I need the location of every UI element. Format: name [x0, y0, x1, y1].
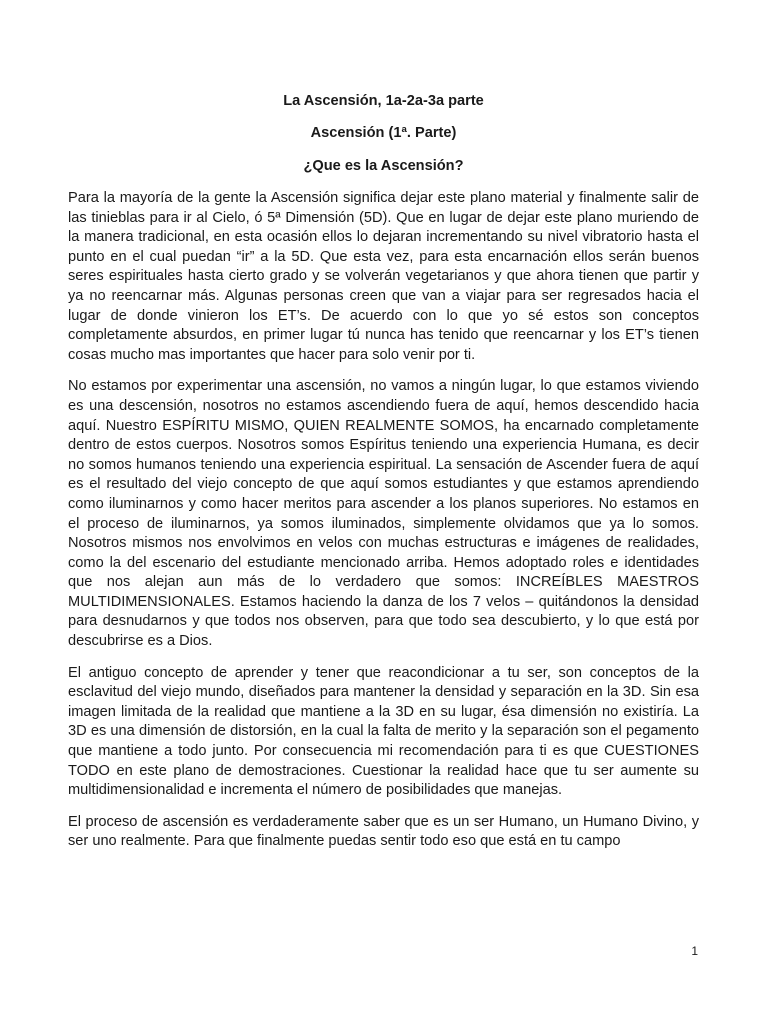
section-question: ¿Que es la Ascensión? [303, 158, 464, 174]
page-number: 1 [691, 944, 698, 958]
document-body [68, 92, 699, 864]
paragraph-2: No estamos por experimentar una ascensión, no vamos a ningún lugar, lo que estamos viviendo es una descensión, nosotros no estamos ascendiendo fuera de aquí, hemos descendido hacia aquí. Nuestro ESPÍRITU MISMO, QUIEN REALMENTE SOMOS, ha encarnado completamente dentro de estos cuerpos. Nosotros somos Espíritus teniendo una experiencia Humana, es decir no somos humanos teniendo una experiencia espiritual. La sensación de Ascender fuera de aquí es el resultado del viejo concepto de que aquí somos estudiantes y que estamos aprendiendo como iluminarnos y como hacer meritos para ascender a los planos superiores. No estamos en el proceso de iluminarnos, ya somos iluminados, simplemente olvidamos que ya lo somos. Nosotros mismos nos envolvimos en velos con muchas estructuras e imágenes de realidades, como la del escenario del estudiante mencionado arriba. Hemos adoptado roles e identidades que nos alejan aun más de lo verdadero que somos: INCREÍBLES MAESTROS MULTIDIMENSIONALES. Estamos haciendo la danza de los 7 velos – quitándonos la densidad para desnudarnos y que todos nos observen, para que todo sea descubierto, y lo que está por descubrirse es a Dios. [68, 378, 699, 650]
document-title: La Ascensión, 1a-2a-3a parte [283, 93, 484, 109]
paragraph-1: Para la mayoría de la gente la Ascensión significa dejar este plano material y finalmente salir de las tinieblas para ir al Cielo, ó 5ª Dimensión (5D). Que en lugar de dejar este plano muriendo de la manera tradicional, en esta ocasión ellos lo dejaran incrementando su nivel vibratorio hasta el punto en el cual puedan “ir” a la 5D. Que esta vez, para esta encarnación ellos serán buenos seres espirituales hasta cierto grado y se volverán vegetarianos y que ahora tienen que partir y ya no reencarnar más. Algunas personas creen que van a viajar para ser regresados hacia el lugar de donde vinieron los ET’s. De acuerdo con lo que yo sé estos son conceptos completamente absurdos, en primer lugar tú nunca has tenido que reencarnar y los ET’s tienen cosas mucho mas importantes que hacer para solo venir por ti. [68, 190, 699, 363]
paragraph-3: El antiguo concepto de aprender y tener que reacondicionar a tu ser, son conceptos de la esclavitud del viejo mundo, diseñados para mantener la densidad y separación en la 3D. Sin esa imagen limitada de la realidad que mantiene a la 3D en su lugar, ésa dimensión no existiría. La 3D es una dimensión de distorsión, en la cual la falta de merito y la separación son el pegamento que mantiene a todo junto. Por consecuencia mi recomendación para ti es que CUESTIONES TODO en este plano de demostraciones. Cuestionar la realidad hace que tu ser aumente su multidimensionalidad e incrementa el número de posibilidades que manejas. [68, 664, 699, 799]
paragraph-4: El proceso de ascensión es verdaderamente saber que es un ser Humano, un Humano Divino, y ser uno realmente. Para que finalmente puedas sentir todo eso que está en tu campo [68, 813, 699, 850]
section-subtitle: Ascensión (1ª. Parte) [310, 125, 457, 141]
